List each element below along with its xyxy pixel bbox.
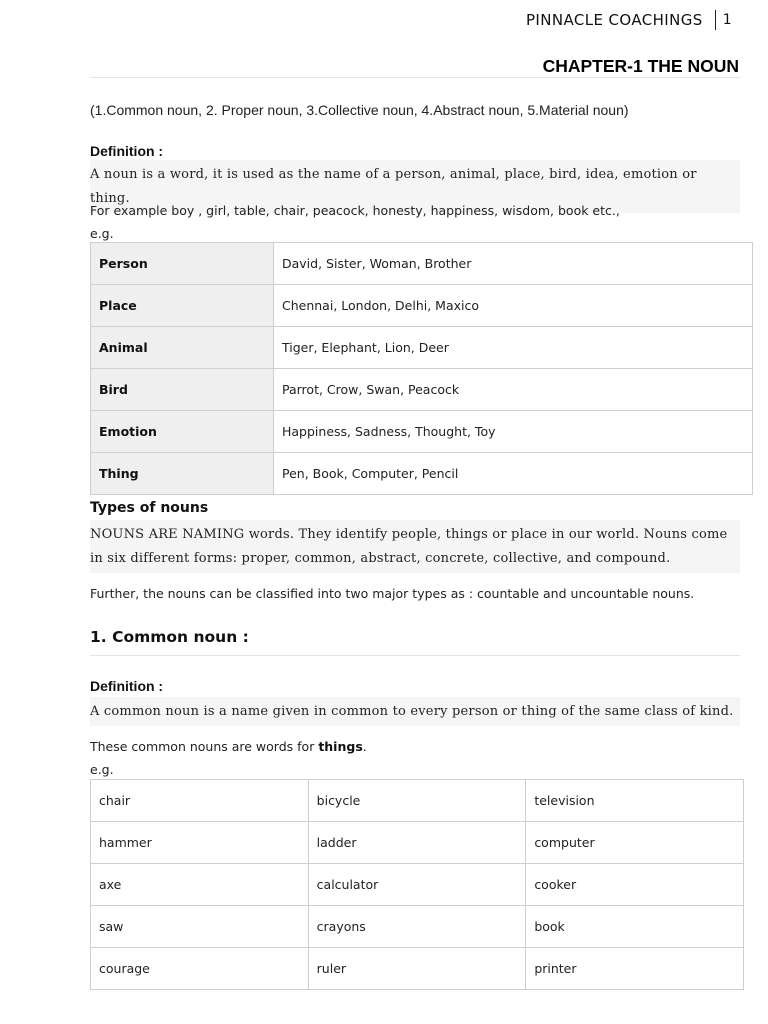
category-cell: Person: [91, 243, 274, 285]
title-divider: [90, 77, 740, 78]
category-cell: Emotion: [91, 411, 274, 453]
table-row: [91, 453, 753, 495]
section-divider: [90, 655, 740, 656]
category-cell: Place: [91, 285, 274, 327]
page-number: 1: [722, 12, 732, 28]
table-row: [91, 864, 744, 906]
noun-cell: ladder: [308, 822, 526, 864]
noun-types-list: (1.Common noun, 2. Proper noun, 3.Collective noun, 4.Abstract noun, 5.Material noun): [90, 102, 629, 118]
common-eg-label: e.g.: [90, 762, 114, 777]
noun-cell: book: [526, 906, 744, 948]
examples-cell: Parrot, Crow, Swan, Peacock: [274, 369, 753, 411]
types-heading: Types of nouns: [90, 500, 209, 516]
definition-heading: Definition :: [90, 143, 164, 159]
noun-cell: axe: [91, 864, 309, 906]
noun-cell: crayons: [308, 906, 526, 948]
noun-cell: printer: [526, 948, 744, 990]
noun-examples-table: [90, 242, 753, 495]
table-row: [91, 327, 753, 369]
examples-cell: Pen, Book, Computer, Pencil: [274, 453, 753, 495]
table-row: [91, 780, 744, 822]
noun-cell: saw: [91, 906, 309, 948]
types-box: NOUNS ARE NAMING words. They identify people, things or place in our world. Nouns come in six different forms: proper, common, abstract, concrete, collective, and compound.: [90, 520, 740, 573]
noun-cell: calculator: [308, 864, 526, 906]
table-row: [91, 369, 753, 411]
examples-cell: David, Sister, Woman, Brother: [274, 243, 753, 285]
header-divider: [715, 10, 716, 30]
table-row: [91, 243, 753, 285]
table-row: [91, 906, 744, 948]
chapter-title: CHAPTER-1 THE NOUN: [542, 56, 739, 76]
noun-cell: computer: [526, 822, 744, 864]
noun-cell: bicycle: [308, 780, 526, 822]
table-row: [91, 948, 744, 990]
examples-cell: Happiness, Sadness, Thought, Toy: [274, 411, 753, 453]
noun-cell: hammer: [91, 822, 309, 864]
further-text: Further, the nouns can be classified into two major types as : countable and uncountable nouns.: [90, 586, 695, 601]
definition-box: A noun is a word, it is used as the name of a person, animal, place, bird, idea, emotion or thing.: [90, 160, 740, 213]
table-row: [91, 411, 753, 453]
table-row: [91, 822, 744, 864]
noun-cell: ruler: [308, 948, 526, 990]
category-cell: Thing: [91, 453, 274, 495]
things-word: things: [318, 739, 363, 754]
eg-label: e.g.: [90, 226, 114, 241]
noun-cell: chair: [91, 780, 309, 822]
things-prefix: These common nouns are words for: [90, 739, 319, 754]
table-row: [91, 285, 753, 327]
category-cell: Bird: [91, 369, 274, 411]
things-line: [90, 739, 367, 754]
common-nouns-table: [90, 779, 744, 990]
examples-cell: Tiger, Elephant, Lion, Deer: [274, 327, 753, 369]
common-definition-box: A common noun is a name given in common to every person or thing of the same class of kind.: [90, 697, 740, 726]
noun-cell: courage: [91, 948, 309, 990]
brand-name: PINNACLE COACHINGS: [525, 11, 703, 29]
common-definition-heading: Definition :: [90, 678, 164, 694]
noun-cell: television: [526, 780, 744, 822]
category-cell: Animal: [91, 327, 274, 369]
noun-cell: cooker: [526, 864, 744, 906]
things-suffix: .: [362, 739, 367, 754]
example-line: For example boy , girl, table, chair, peacock, honesty, happiness, wisdom, book etc.,: [90, 203, 620, 218]
common-noun-heading: 1. Common noun :: [90, 628, 249, 646]
examples-cell: Chennai, London, Delhi, Maxico: [274, 285, 753, 327]
page-header: [526, 10, 732, 30]
